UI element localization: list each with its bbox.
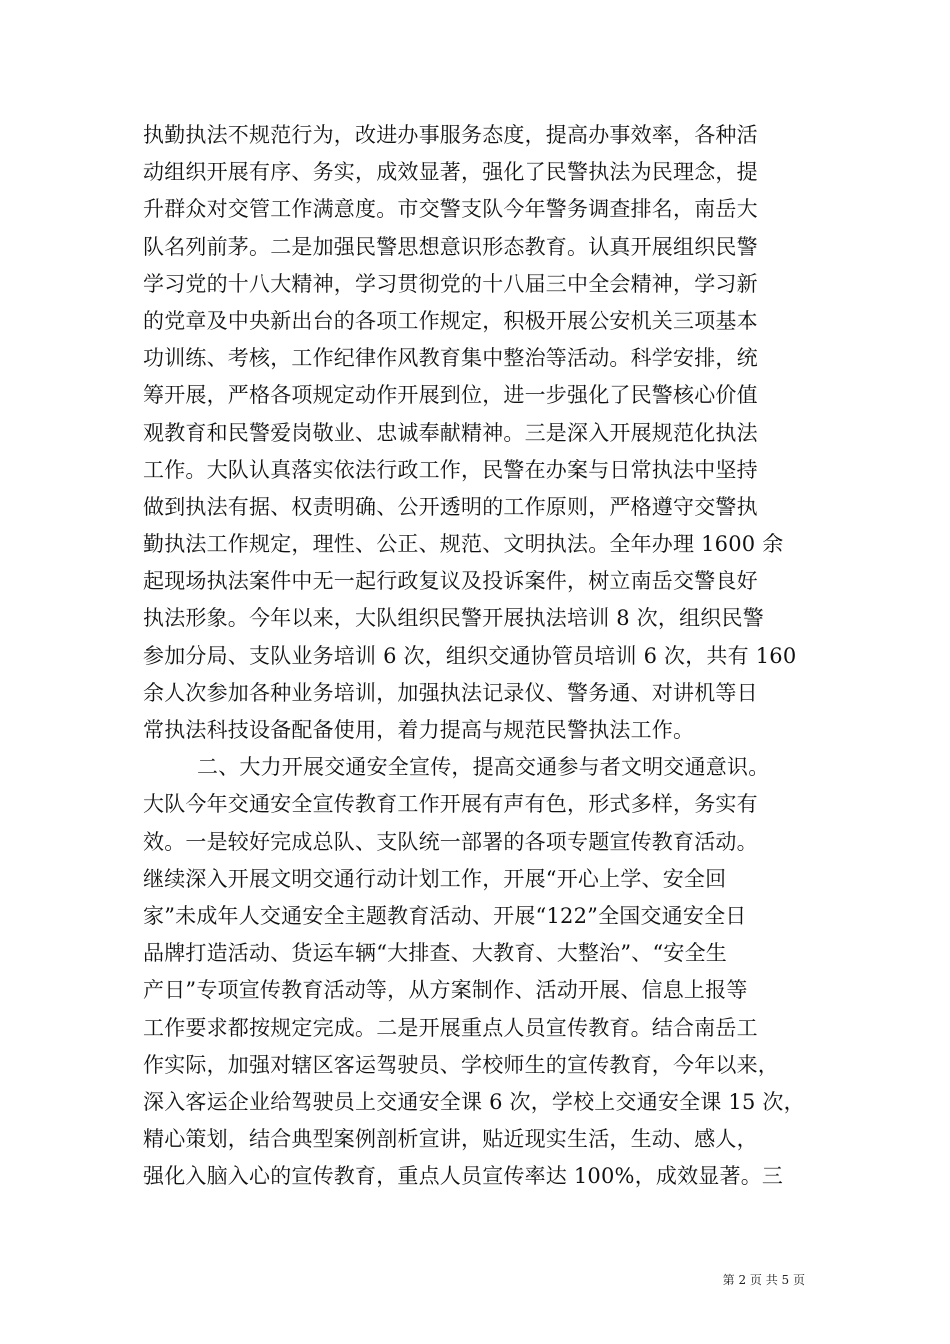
text-line: 继续深入开展文明交通行动计划工作，开展“开心上学、安全回 [143, 866, 727, 891]
page-number: 第 2 页 共 5 页 [722, 1273, 805, 1287]
text-line: 大队今年交通安全宣传教育工作开展有声有色，形式多样，务实有 [143, 792, 758, 817]
text-line: 强化入脑入心的宣传教育，重点人员宣传率达 100%，成效显著。三 [143, 1164, 784, 1189]
text-line: 工作要求都按规定完成。二是开展重点人员宣传教育。结合南岳工 [143, 1015, 758, 1040]
text-line: 产日”专项宣传教育活动等，从方案制作、活动开展、信息上报等 [143, 978, 748, 1003]
text-line: 起现场执法案件中无一起行政复议及投诉案件，树立南岳交警良好 [143, 569, 758, 594]
text-line: 的党章及中央新出台的各项工作规定，积极开展公安机关三项基本 [143, 308, 758, 333]
text-line: 学习党的十八大精神，学习贯彻党的十八届三中全会精神，学习新 [143, 271, 758, 296]
text-line: 观教育和民警爱岗敬业、忠诚奉献精神。三是深入开展规范化执法 [143, 420, 758, 445]
text-line: 筹开展，严格各项规定动作开展到位，进一步强化了民警核心价值 [143, 383, 758, 408]
text-line: 做到执法有据、权责明确、公开透明的工作原则，严格遵守交警执 [143, 494, 758, 519]
text-line: 余人次参加各种业务培训，加强执法记录仪、警务通、对讲机等日 [143, 680, 758, 705]
text-line: 执勤执法不规范行为，改进办事服务态度，提高办事效率，各种活 [143, 123, 758, 147]
text-line: 精心策划，结合典型案例剖析宣讲，贴近现实生活，生动、感人， [143, 1127, 758, 1152]
section-heading-line: 二、大力开展交通安全宣传，提高交通参与者文明交通意识。 [197, 755, 770, 780]
text-line: 常执法科技设备配备使用，着力提高与规范民警执法工作。 [143, 718, 695, 742]
text-line: 勤执法工作规定，理性、公正、规范、文明执法。全年办理 1600 余 [143, 532, 784, 557]
text-line: 作实际，加强对辖区客运驾驶员、学校师生的宣传教育，今年以来， [143, 1052, 779, 1077]
text-line: 队名列前茅。二是加强民警思想意识形态教育。认真开展组织民警 [143, 234, 758, 259]
text-line: 参加分局、支队业务培训 6 次，组织交通协管员培训 6 次，共有 160 [143, 643, 797, 668]
text-line: 深入客运企业给驾驶员上交通安全课 6 次，学校上交通安全课 15 次， [143, 1089, 805, 1114]
text-line: 品牌打造活动、货运车辆“大排查、大教育、大整治”、“安全生 [143, 941, 728, 966]
text-line: 执法形象。今年以来，大队组织民警开展执法培训 8 次，组织民警 [143, 606, 764, 631]
text-line: 功训练、考核，工作纪律作风教育集中整治等活动。科学安排，统 [143, 346, 758, 371]
text-line: 工作。大队认真落实依法行政工作，民警在办案与日常执法中坚持 [143, 457, 758, 482]
text-line: 效。一是较好完成总队、支队统一部署的各项专题宣传教育活动。 [143, 829, 758, 854]
text-line: 家”未成年人交通安全主题教育活动、开展“122”全国交通安全日 [143, 903, 747, 928]
body-text [143, 117, 823, 1195]
text-line: 动组织开展有序、务实，成效显著，强化了民警执法为民理念，提 [143, 160, 758, 185]
text-line: 升群众对交管工作满意度。市交警支队今年警务调查排名，南岳大 [143, 197, 758, 222]
